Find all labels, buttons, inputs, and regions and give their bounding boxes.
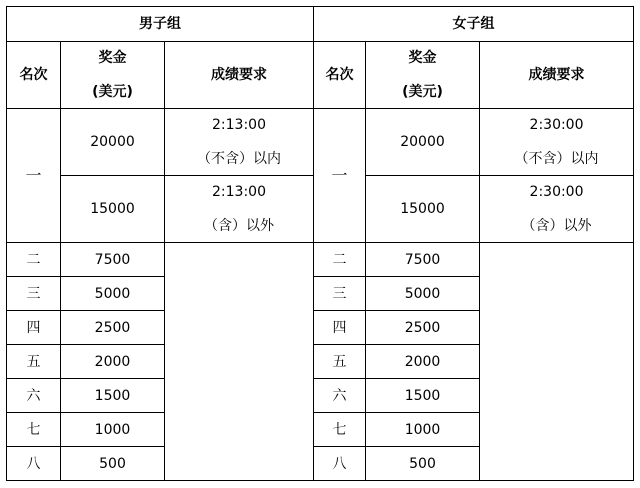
men-rank-cell: 二 (7, 243, 61, 277)
women-rank-cell: 四 (314, 311, 366, 345)
women-group-header: 女子组 (314, 7, 634, 42)
women-requirement-empty (480, 243, 634, 481)
requirement-condition: （含）以外 (204, 218, 274, 234)
women-rank-cell: 五 (314, 345, 366, 379)
women-first-prize-tier1: 20000 (366, 109, 480, 176)
requirement-time: 2:13:00 (212, 184, 266, 200)
men-rank-cell: 四 (7, 311, 61, 345)
men-first-requirement-tier2 (165, 176, 314, 243)
requirement-time: 2:13:00 (212, 117, 266, 133)
rank-row-2 (7, 243, 634, 277)
men-prize-cell: 2500 (61, 311, 165, 345)
men-rank-cell: 六 (7, 379, 61, 413)
requirement-condition: （含）以外 (521, 218, 592, 234)
women-first-requirement-tier2 (480, 176, 634, 243)
prize-header-line1: 奖金 (98, 50, 127, 66)
men-first-prize-tier1: 20000 (61, 109, 165, 176)
column-header-row (7, 42, 634, 109)
men-rank-cell: 三 (7, 277, 61, 311)
men-prize-cell: 5000 (61, 277, 165, 311)
men-prize-cell: 7500 (61, 243, 165, 277)
men-first-rank: 一 (7, 109, 61, 243)
women-prize-cell: 2000 (366, 345, 480, 379)
women-rank-cell: 二 (314, 243, 366, 277)
women-prize-header (366, 42, 480, 109)
women-first-requirement-tier1 (480, 109, 634, 176)
prize-table (6, 6, 634, 481)
men-rank-header: 名次 (7, 42, 61, 109)
first-place-tier1-row (7, 109, 634, 176)
men-prize-cell: 1500 (61, 379, 165, 413)
women-prize-cell: 5000 (366, 277, 480, 311)
men-rank-cell: 七 (7, 413, 61, 447)
requirement-time: 2:30:00 (529, 184, 584, 200)
women-prize-cell: 500 (366, 447, 480, 481)
men-first-prize-tier2: 15000 (61, 176, 165, 243)
women-prize-cell: 2500 (366, 311, 480, 345)
women-prize-cell: 1500 (366, 379, 480, 413)
requirement-condition: （不含）以内 (514, 151, 599, 167)
prize-header-line2: (美元) (92, 84, 133, 100)
women-rank-cell: 六 (314, 379, 366, 413)
women-prize-cell: 1000 (366, 413, 480, 447)
women-first-prize-tier2: 15000 (366, 176, 480, 243)
requirement-time: 2:30:00 (529, 117, 584, 133)
group-header-row (7, 7, 634, 42)
men-prize-header (61, 42, 165, 109)
men-rank-cell: 五 (7, 345, 61, 379)
prize-header-line2: (美元) (402, 84, 443, 100)
men-first-requirement-tier1 (165, 109, 314, 176)
women-prize-cell: 7500 (366, 243, 480, 277)
women-rank-cell: 三 (314, 277, 366, 311)
men-rank-cell: 八 (7, 447, 61, 481)
women-rank-header: 名次 (314, 42, 366, 109)
men-group-header: 男子组 (7, 7, 314, 42)
men-prize-cell: 500 (61, 447, 165, 481)
women-rank-cell: 七 (314, 413, 366, 447)
men-prize-cell: 1000 (61, 413, 165, 447)
requirement-condition: （不含）以内 (197, 151, 281, 167)
prize-header-line1: 奖金 (408, 50, 437, 66)
men-requirement-header: 成绩要求 (165, 42, 314, 109)
women-first-rank: 一 (314, 109, 366, 243)
women-rank-cell: 八 (314, 447, 366, 481)
men-requirement-empty (165, 243, 314, 481)
men-prize-cell: 2000 (61, 345, 165, 379)
women-requirement-header: 成绩要求 (480, 42, 634, 109)
